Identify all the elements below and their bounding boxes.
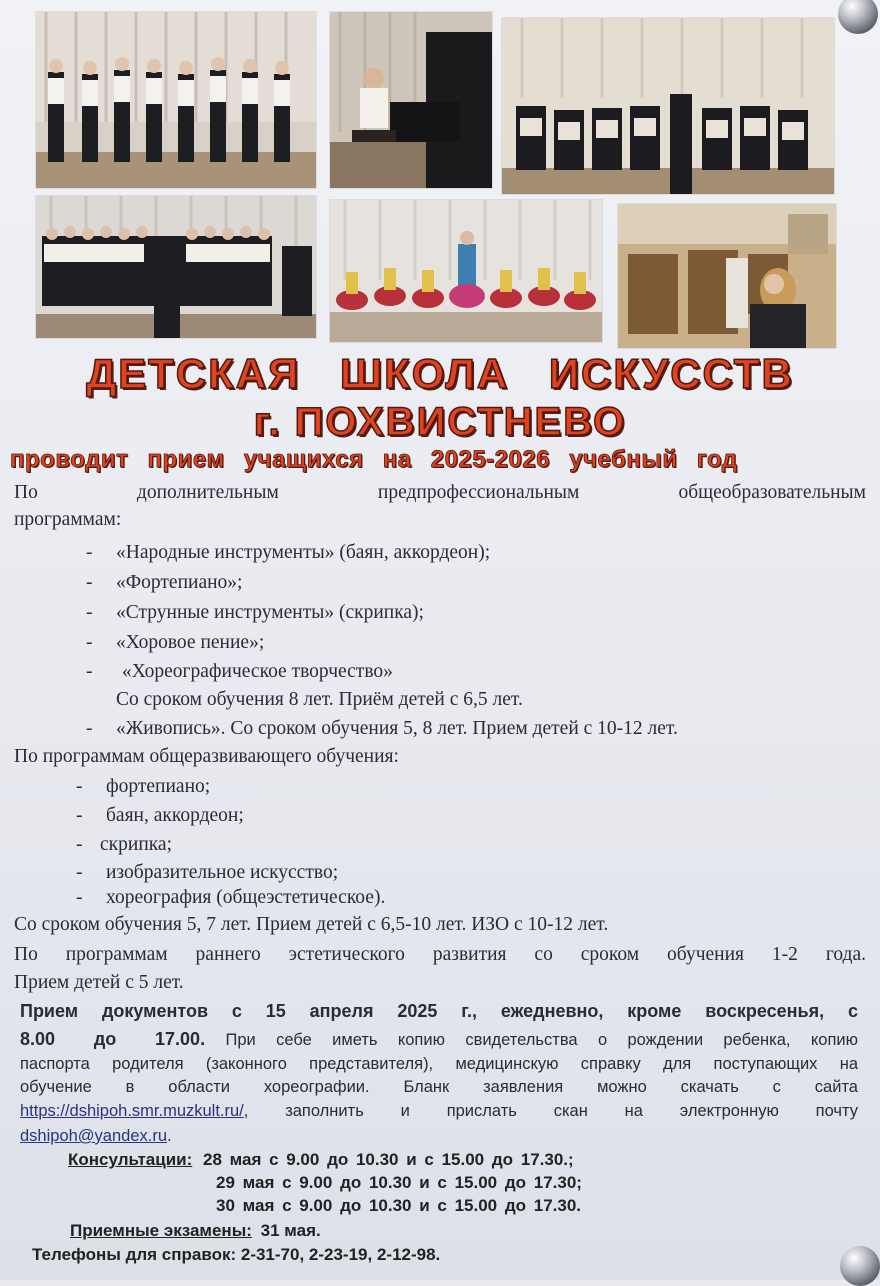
list-item: - скрипка;	[76, 834, 173, 855]
general-term-note: Со сроком обучения 5, 7 лет. Прием детей с 6,5-10 лет. ИЗО с 10-12 лет.	[14, 914, 609, 935]
consultation-date: 30 мая с 9.00 до 10.30 и с 15.00 до 17.30.	[216, 1196, 582, 1215]
pushpin-icon	[838, 0, 878, 34]
general-intro: По программам общеразвивающего обучения:	[14, 746, 399, 767]
list-item: - фортепиано;	[76, 776, 211, 797]
admission-subtitle: проводит прием учащихся на 2025-2026 учебный год	[10, 446, 738, 473]
violin-ensemble-photo	[36, 12, 316, 188]
city-title: г. ПОХВИСТНЕВО	[253, 400, 627, 444]
preprof-intro: По дополнительным предпрофессиональным общеобразовательным	[14, 482, 866, 503]
consultation-date: 29 мая с 9.00 до 10.30 и с 15.00 до 17.30;	[216, 1173, 582, 1192]
pushpin-icon	[840, 1246, 880, 1286]
list-item: - «Фортепиано»;	[86, 572, 243, 593]
documents-line-4: обучение в области хореографии. Бланк заявления можно скачать с сайта	[20, 1078, 858, 1096]
school-email-link[interactable]: dshipoh@yandex.ru	[20, 1127, 168, 1145]
school-site-link[interactable]: https://dshipoh.smr.muzkult.ru/	[20, 1102, 244, 1120]
list-item: - баян, аккордеон;	[76, 805, 244, 826]
pianist-photo	[330, 12, 492, 188]
documents-line-3: паспорта родителя (законного представителя), медицинскую справку для поступающих на	[20, 1055, 858, 1073]
documents-line-5: https://dshipoh.smr.muzkult.ru/, заполнить и прислать скан на электронную почту	[20, 1102, 858, 1120]
early-age: Прием детей с 5 лет.	[14, 972, 184, 993]
preprof-term-note: Со сроком обучения 8 лет. Приём детей с 6,5 лет.	[116, 689, 523, 710]
choir-photo	[36, 196, 316, 338]
list-item: - «Хореографическое творчество»	[86, 661, 393, 682]
documents-dates: Прием документов с 15 апреля 2025 г., ежедневно, кроме воскресенья, с	[20, 1001, 858, 1021]
list-item: - «Народные инструменты» (баян, аккордеон);	[86, 542, 491, 563]
consultations: Консультации: 28 мая с 9.00 до 10.30 и с 15.00 до 17.30.;	[68, 1150, 574, 1169]
documents-line-6: dshipoh@yandex.ru.	[20, 1127, 172, 1145]
accordion-orchestra-photo	[502, 18, 834, 194]
list-item: - хореография (общеэстетическое).	[76, 887, 386, 908]
preprof-intro-cont: программам:	[14, 509, 122, 530]
documents-hours: 8.00 до 17.00.	[20, 1029, 206, 1049]
early-programs: По программам раннего эстетического развития со сроком обучения 1-2 года.	[14, 944, 866, 965]
school-title: ДЕТСКАЯ ШКОЛА ИСКУССТВ	[86, 350, 794, 397]
folk-dance-photo	[330, 200, 602, 342]
list-item: - «Живопись». Со сроком обучения 5, 8 лет. Прием детей с 10-12 лет.	[86, 718, 678, 739]
documents-line-2: 8.00 до 17.00. При себе иметь копию свидетельства о рождении ребенка, копию	[20, 1029, 858, 1049]
exams-label: Приемные экзамены:	[70, 1221, 252, 1240]
list-item: - «Струнные инструменты» (скрипка);	[86, 602, 424, 623]
exams: Приемные экзамены: 31 мая.	[70, 1221, 321, 1240]
list-item: - изобразительное искусство;	[76, 862, 339, 883]
painting-class-photo	[618, 204, 836, 348]
consultations-label: Консультации:	[68, 1150, 193, 1169]
list-item: - «Хоровое пение»;	[86, 632, 265, 653]
phones: Телефоны для справок: 2-31-70, 2-23-19, 2-12-98.	[32, 1245, 441, 1264]
